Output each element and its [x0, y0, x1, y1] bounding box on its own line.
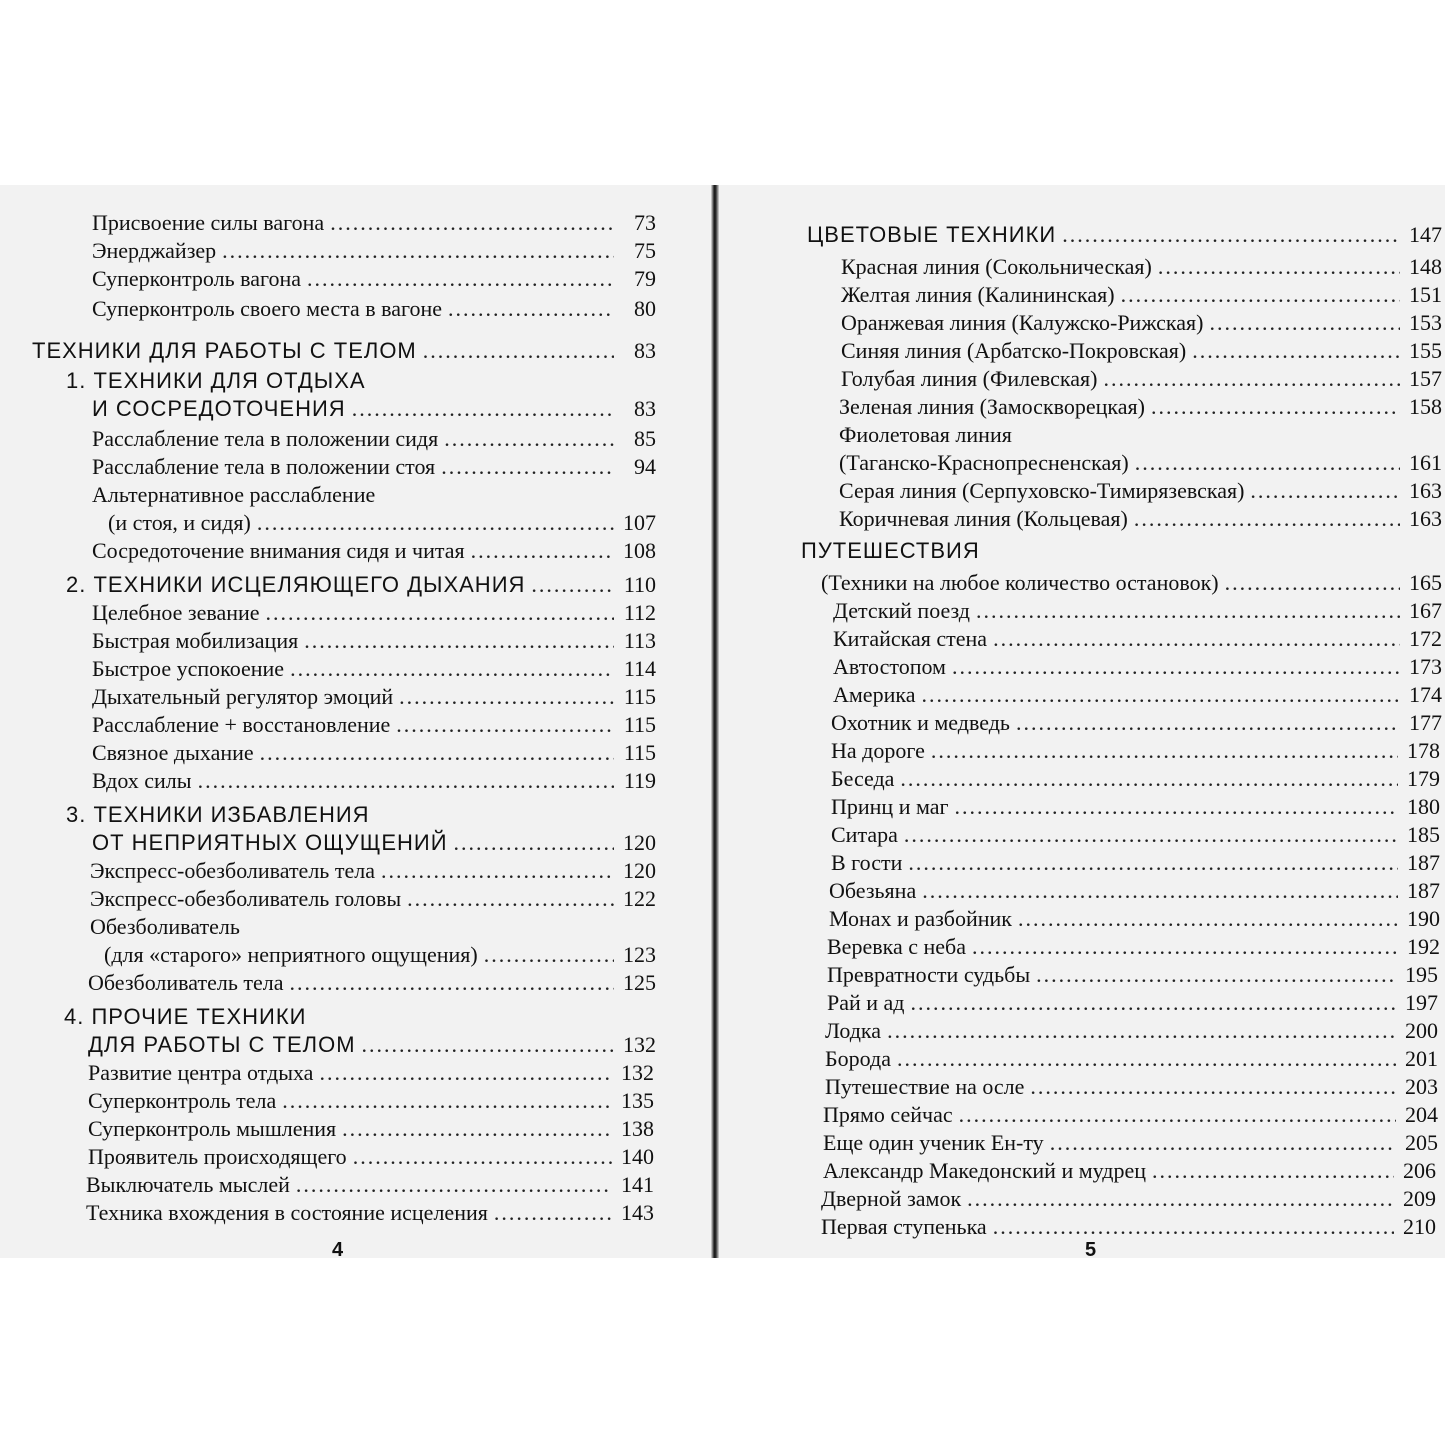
right-toc-entry [821, 1213, 1436, 1241]
left-toc-entry [92, 711, 656, 739]
dot-leader [531, 571, 614, 599]
dot-leader [1225, 569, 1400, 597]
toc-entry-title: Техника вхождения в состояние исцеления [86, 1200, 488, 1225]
toc-page-number: 140 [621, 1144, 654, 1169]
toc-page-number: 123 [623, 942, 656, 967]
left-toc-entry [92, 627, 656, 655]
toc-page-number: 94 [634, 454, 656, 479]
dot-leader [993, 625, 1400, 653]
dot-leader [972, 933, 1398, 961]
right-page [719, 185, 1445, 1258]
left-toc-entry [104, 941, 656, 969]
toc-page-number: 185 [1407, 822, 1440, 847]
toc-page-number: 190 [1407, 906, 1440, 931]
dot-leader [1036, 961, 1396, 989]
toc-page-number: 174 [1409, 682, 1442, 707]
toc-entry-title: Суперконтроль своего места в вагоне [92, 296, 443, 321]
toc-entry-title: Александр Македонский и мудрец [823, 1158, 1146, 1183]
right-toc-entry [841, 309, 1442, 337]
toc-page-number: 155 [1409, 338, 1442, 363]
left-toc-heading-line: Обезболиватель [90, 914, 240, 939]
toc-entry-title: ОТ НЕПРИЯТНЫХ ОЩУЩЕНИЙ [92, 830, 448, 855]
toc-page-number: 187 [1407, 878, 1440, 903]
toc-page-number: 197 [1405, 990, 1438, 1015]
dot-leader [900, 765, 1398, 793]
toc-page-number: 115 [623, 684, 656, 709]
toc-entry-title: Быстрая мобилизация [92, 628, 299, 653]
dot-leader [494, 1199, 612, 1227]
right-toc-entry [831, 849, 1440, 877]
right-toc-entry [833, 653, 1442, 681]
dot-leader [959, 1101, 1396, 1129]
toc-entry-title: Дыхательный регулятор эмоций [92, 684, 394, 709]
dot-leader [1135, 449, 1400, 477]
toc-page-number: 195 [1405, 962, 1438, 987]
toc-entry-title: Суперконтроль мышления [88, 1116, 337, 1141]
left-toc-entry [90, 857, 656, 885]
toc-page-number: 178 [1407, 738, 1440, 763]
toc-page-number: 75 [634, 238, 656, 263]
right-toc-entry [841, 337, 1442, 365]
left-toc-entry [88, 969, 656, 997]
left-toc-entry [88, 1143, 654, 1171]
dot-leader [922, 877, 1398, 905]
toc-entry-title: Экспресс-обезболиватель тела [90, 858, 375, 883]
toc-entry-title: Монах и разбойник [829, 906, 1012, 931]
toc-page-number: 85 [634, 426, 656, 451]
toc-entry-title: (Техники на любое количество остановок) [821, 570, 1219, 595]
dot-leader [260, 739, 614, 767]
toc-entry-title: Обезболиватель тела [88, 970, 284, 995]
toc-page-number: 119 [623, 768, 656, 793]
toc-page-number: 205 [1405, 1130, 1438, 1155]
toc-page-number: 83 [634, 396, 656, 421]
dot-leader [976, 597, 1400, 625]
right-toc-entry [839, 505, 1442, 533]
toc-entry-title: Проявитель происходящего [88, 1144, 347, 1169]
toc-page-number: 115 [623, 712, 656, 737]
right-toc-entry [823, 1129, 1438, 1157]
right-toc-entry [827, 961, 1438, 989]
dot-leader [897, 1045, 1396, 1073]
left-toc-entry [88, 1059, 654, 1087]
right-toc-entry [839, 393, 1442, 421]
toc-entry-title: Целебное зевание [92, 600, 260, 625]
toc-entry-title: Энерджайзер [92, 238, 217, 263]
dot-leader [319, 1059, 612, 1087]
dot-leader [1018, 905, 1398, 933]
toc-entry-title: Китайская стена [833, 626, 988, 651]
left-toc-entry [92, 425, 656, 453]
dot-leader [1062, 221, 1400, 249]
toc-entry-title: На дороге [831, 738, 925, 763]
toc-entry-title: В гости [831, 850, 903, 875]
left-toc-heading-line: 4. ПРОЧИЕ ТЕХНИКИ [64, 1004, 307, 1029]
toc-entry-title: (Таганско-Краснопресненская) [839, 450, 1129, 475]
toc-entry-title: ЦВЕТОВЫЕ ТЕХНИКИ [807, 222, 1057, 247]
toc-entry-title: Детский поезд [833, 598, 970, 623]
toc-page-number: 122 [623, 886, 656, 911]
toc-entry-title: Суперконтроль тела [88, 1088, 277, 1113]
toc-entry-title: Присвоение силы вагона [92, 210, 325, 235]
right-toc-entry [833, 597, 1442, 625]
dot-leader [407, 885, 614, 913]
toc-entry-title: Первая ступенька [821, 1214, 987, 1239]
left-toc-entry [92, 829, 656, 857]
dot-leader [993, 1213, 1394, 1241]
toc-entry-title: Лодка [825, 1018, 882, 1043]
right-toc-heading-line: Фиолетовая линия [839, 422, 1012, 447]
toc-entry-title: И СОСРЕДОТОЧЕНИЯ [92, 396, 346, 421]
toc-page-number: 161 [1409, 450, 1442, 475]
right-toc-entry [807, 221, 1442, 249]
toc-page-number: 135 [621, 1088, 654, 1113]
toc-entry-title: Автостопом [833, 654, 946, 679]
left-toc-entry [90, 885, 656, 913]
toc-entry-title: Борода [825, 1046, 891, 1071]
toc-entry-title: Рай и ад [827, 990, 905, 1015]
left-toc-entry [66, 571, 656, 599]
dot-leader [282, 1087, 612, 1115]
left-toc-heading-line: 1. ТЕХНИКИ ДЛЯ ОТДЫХА [66, 368, 366, 393]
dot-leader [1134, 505, 1400, 533]
toc-entry-title: (и стоя, и сидя) [108, 510, 251, 535]
right-toc-entry [831, 709, 1442, 737]
toc-entry-title: Дверной замок [821, 1186, 962, 1211]
dot-leader [1192, 337, 1400, 365]
toc-page-number: 110 [623, 572, 656, 597]
dot-leader [362, 1031, 614, 1059]
toc-entry-title: Расслабление тела в положении сидя [92, 426, 439, 451]
toc-page-number: 79 [634, 266, 656, 291]
dot-leader [1151, 393, 1400, 421]
dot-leader [396, 711, 614, 739]
left-toc-entry [92, 395, 656, 423]
dot-leader [307, 265, 614, 293]
toc-page-number: 120 [623, 858, 656, 883]
right-toc-entry [831, 793, 1440, 821]
toc-entry-title: Расслабление тела в положении стоя [92, 454, 436, 479]
dot-leader [921, 681, 1400, 709]
toc-page-number: 180 [1407, 794, 1440, 819]
toc-page-number: 132 [621, 1060, 654, 1085]
toc-page-number: 179 [1407, 766, 1440, 791]
dot-leader [222, 237, 614, 265]
toc-entry-title: Расслабление + восстановление [92, 712, 391, 737]
toc-entry-title: Беседа [831, 766, 895, 791]
toc-entry-title: Красная линия (Сокольническая) [841, 254, 1152, 279]
dot-leader [198, 767, 614, 795]
toc-entry-title: Быстрое успокоение [92, 656, 285, 681]
right-toc-entry [831, 737, 1440, 765]
toc-page-number: 177 [1409, 710, 1442, 735]
toc-page-number: 173 [1409, 654, 1442, 679]
right-toc-entry [841, 253, 1442, 281]
toc-page-number: 132 [623, 1032, 656, 1057]
page-number-left: 4 [332, 1240, 344, 1260]
right-toc-entry [821, 569, 1442, 597]
dot-leader [1050, 1129, 1396, 1157]
toc-entry-title: Развитие центра отдыха [88, 1060, 314, 1085]
dot-leader [1030, 1073, 1396, 1101]
toc-entry-title: Суперконтроль вагона [92, 266, 301, 291]
toc-entry-title: Принц и маг [831, 794, 949, 819]
right-toc-entry [841, 281, 1442, 309]
right-toc-entry [821, 1185, 1436, 1213]
toc-entry-title: Синяя линия (Арбатско-Покровская) [841, 338, 1187, 363]
toc-entry-title: Серая линия (Серпуховско-Тимирязевская) [839, 478, 1245, 503]
toc-page-number: 201 [1405, 1046, 1438, 1071]
dot-leader [381, 857, 614, 885]
toc-page-number: 167 [1409, 598, 1442, 623]
dot-leader [1158, 253, 1400, 281]
right-toc-heading-line: ПУТЕШЕСТВИЯ [801, 538, 980, 563]
dot-leader [911, 989, 1396, 1017]
toc-page-number: 148 [1409, 254, 1442, 279]
toc-page-number: 192 [1407, 934, 1440, 959]
toc-page-number: 151 [1409, 282, 1442, 307]
left-toc-entry [92, 683, 656, 711]
toc-page-number: 113 [623, 628, 656, 653]
toc-entry-title: Сосредоточение внимания сидя и читая [92, 538, 465, 563]
left-toc-entry [92, 295, 656, 323]
dot-leader [1250, 477, 1400, 505]
toc-entry-title: Путешествие на осле [825, 1074, 1025, 1099]
page-number-right: 5 [1085, 1240, 1097, 1260]
left-toc-entry [92, 265, 656, 293]
toc-page-number: 210 [1403, 1214, 1436, 1239]
toc-page-number: 83 [634, 338, 656, 363]
toc-entry-title: Прямо сейчас [823, 1102, 953, 1127]
toc-page-number: 163 [1409, 506, 1442, 531]
dot-leader [955, 793, 1398, 821]
dot-leader [257, 509, 614, 537]
toc-entry-title: Веревка с неба [827, 934, 966, 959]
toc-page-number: 187 [1407, 850, 1440, 875]
toc-page-number: 163 [1409, 478, 1442, 503]
dot-leader [352, 395, 614, 423]
toc-entry-title: Связное дыхание [92, 740, 254, 765]
toc-page-number: 165 [1409, 570, 1442, 595]
toc-page-number: 203 [1405, 1074, 1438, 1099]
toc-page-number: 172 [1409, 626, 1442, 651]
toc-entry-title: 2. ТЕХНИКИ ИСЦЕЛЯЮЩЕГО ДЫХАНИЯ [66, 572, 526, 597]
toc-entry-title: Обезьяна [829, 878, 917, 903]
toc-entry-title: Охотник и медведь [831, 710, 1010, 735]
dot-leader [296, 1171, 612, 1199]
dot-leader [1121, 281, 1400, 309]
toc-page-number: 125 [623, 970, 656, 995]
left-toc-entry [32, 337, 656, 365]
dot-leader [931, 737, 1398, 765]
dot-leader [454, 829, 614, 857]
toc-page-number: 153 [1409, 310, 1442, 335]
toc-entry-title: Желтая линия (Калининская) [841, 282, 1115, 307]
toc-entry-title: Вдох силы [92, 768, 192, 793]
dot-leader [908, 849, 1398, 877]
left-toc-entry [92, 209, 656, 237]
left-page [0, 185, 711, 1258]
toc-page-number: 108 [623, 538, 656, 563]
dot-leader [342, 1115, 612, 1143]
toc-entry-title: Голубая линия (Филевская) [841, 366, 1098, 391]
toc-page-number: 107 [623, 510, 656, 535]
right-toc-entry [833, 681, 1442, 709]
dot-leader [1104, 365, 1401, 393]
toc-page-number: 200 [1405, 1018, 1438, 1043]
toc-page-number: 204 [1405, 1102, 1438, 1127]
right-toc-entry [829, 905, 1440, 933]
right-toc-entry [841, 365, 1442, 393]
right-toc-entry [823, 1157, 1436, 1185]
right-toc-entry [825, 1045, 1438, 1073]
dot-leader [266, 599, 614, 627]
toc-page-number: 143 [621, 1200, 654, 1225]
toc-page-number: 158 [1409, 394, 1442, 419]
dot-leader [353, 1143, 612, 1171]
toc-page-number: 209 [1403, 1186, 1436, 1211]
dot-leader [967, 1185, 1394, 1213]
dot-leader [952, 653, 1400, 681]
toc-page-number: 80 [634, 296, 656, 321]
book-spine [711, 185, 719, 1258]
toc-page-number: 112 [623, 600, 656, 625]
toc-entry-title: ДЛЯ РАБОТЫ С ТЕЛОМ [88, 1032, 356, 1057]
right-toc-entry [831, 821, 1440, 849]
left-toc-entry [88, 1115, 654, 1143]
toc-page-number: 206 [1403, 1158, 1436, 1183]
toc-entry-title: Ситара [831, 822, 898, 847]
left-toc-entry [86, 1171, 654, 1199]
toc-page-number: 157 [1409, 366, 1442, 391]
right-toc-entry [839, 449, 1442, 477]
toc-entry-title: (для «старого» неприятного ощущения) [104, 942, 478, 967]
toc-entry-title: Выключатель мыслей [86, 1172, 290, 1197]
left-toc-entry [92, 237, 656, 265]
left-toc-entry [88, 1087, 654, 1115]
dot-leader [290, 655, 614, 683]
dot-leader [441, 453, 614, 481]
left-toc-entry [86, 1199, 654, 1227]
dot-leader [289, 969, 614, 997]
right-toc-entry [827, 989, 1438, 1017]
dot-leader [471, 537, 614, 565]
toc-page-number: 115 [623, 740, 656, 765]
right-toc-entry [833, 625, 1442, 653]
toc-entry-title: Превратности судьбы [827, 962, 1031, 987]
dot-leader [887, 1017, 1396, 1045]
left-toc-entry [92, 599, 656, 627]
dot-leader [484, 941, 614, 969]
left-toc-entry [92, 767, 656, 795]
dot-leader [904, 821, 1398, 849]
right-toc-entry [829, 877, 1440, 905]
left-toc-heading-line: 3. ТЕХНИКИ ИЗБАВЛЕНИЯ [66, 802, 370, 827]
dot-leader [444, 425, 614, 453]
toc-entry-title: Америка [833, 682, 916, 707]
left-toc-entry [92, 453, 656, 481]
dot-leader [304, 627, 614, 655]
left-toc-entry [88, 1031, 656, 1059]
left-toc-entry [108, 509, 656, 537]
dot-leader [448, 295, 614, 323]
left-toc-entry [92, 537, 656, 565]
right-toc-entry [825, 1073, 1438, 1101]
left-toc-entry [92, 739, 656, 767]
toc-entry-title: Оранжевая линия (Калужско-Рижская) [841, 310, 1204, 335]
dot-leader [423, 337, 614, 365]
toc-page-number: 138 [621, 1116, 654, 1141]
right-toc-entry [823, 1101, 1438, 1129]
dot-leader [1016, 709, 1400, 737]
toc-entry-title: ТЕХНИКИ ДЛЯ РАБОТЫ С ТЕЛОМ [32, 338, 417, 363]
toc-page-number: 73 [634, 210, 656, 235]
toc-page-number: 147 [1409, 222, 1442, 247]
right-toc-entry [827, 933, 1440, 961]
toc-entry-title: Еще один ученик Ен-ту [823, 1130, 1044, 1155]
left-toc-entry [92, 655, 656, 683]
dot-leader [399, 683, 614, 711]
toc-entry-title: Экспресс-обезболиватель головы [90, 886, 402, 911]
right-toc-entry [839, 477, 1442, 505]
left-toc-heading-line: Альтернативное расслабление [92, 482, 376, 507]
right-toc-entry [831, 765, 1440, 793]
dot-leader [1209, 309, 1400, 337]
right-toc-entry [825, 1017, 1438, 1045]
toc-page-number: 114 [623, 656, 656, 681]
dot-leader [1152, 1157, 1394, 1185]
toc-entry-title: Зеленая линия (Замоскворецкая) [839, 394, 1145, 419]
toc-page-number: 120 [623, 830, 656, 855]
dot-leader [330, 209, 614, 237]
toc-entry-title: Коричневая линия (Кольцевая) [839, 506, 1128, 531]
toc-page-number: 141 [621, 1172, 654, 1197]
